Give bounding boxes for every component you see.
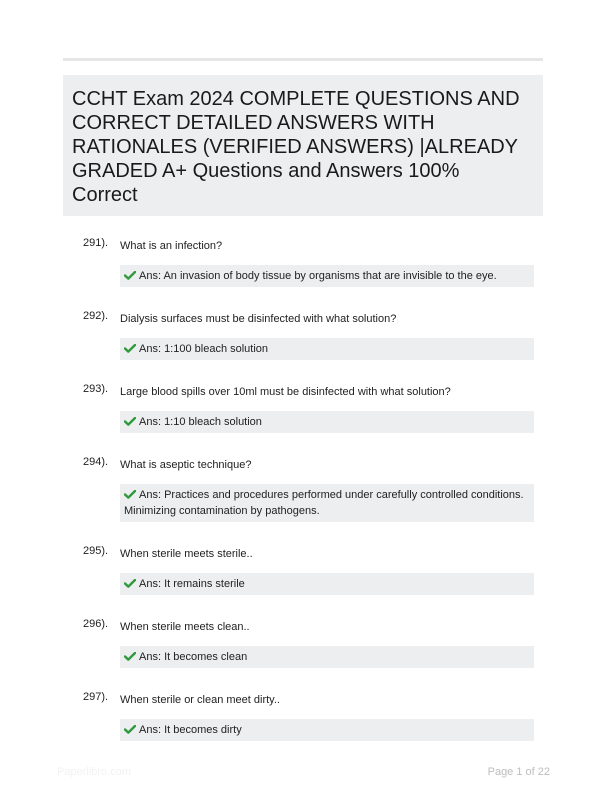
question-number: 292). xyxy=(83,310,109,322)
question-number: 294). xyxy=(83,456,109,468)
question-number: 297). xyxy=(83,691,109,703)
answer-text: Ans: 1:10 bleach solution xyxy=(139,416,262,428)
question-text: What is aseptic technique? xyxy=(120,459,252,471)
question-item xyxy=(0,690,606,741)
question-number: 291). xyxy=(83,237,109,249)
answer-box xyxy=(120,573,534,595)
question-item xyxy=(0,309,606,360)
check-icon xyxy=(124,579,136,588)
page-number: Page 1 of 22 xyxy=(487,766,550,778)
question-item xyxy=(0,617,606,668)
question-item xyxy=(0,236,606,287)
check-icon xyxy=(124,490,136,499)
check-icon xyxy=(124,725,136,734)
question-list xyxy=(0,236,606,763)
check-icon xyxy=(124,652,136,661)
answer-box xyxy=(120,265,534,287)
answer-box xyxy=(120,719,534,741)
top-divider xyxy=(63,58,543,61)
question-number: 293). xyxy=(83,383,109,395)
question-item xyxy=(0,382,606,433)
question-item xyxy=(0,544,606,595)
question-text: Large blood spills over 10ml must be disinfected with what solution? xyxy=(120,386,451,398)
check-icon xyxy=(124,271,136,280)
answer-text: Ans: It becomes dirty xyxy=(139,724,242,736)
check-icon xyxy=(124,417,136,426)
title-banner xyxy=(63,75,543,216)
answer-text: Ans: An invasion of body tissue by organisms that are invisible to the eye. xyxy=(139,270,497,282)
answer-box xyxy=(120,646,534,668)
answer-box xyxy=(120,338,534,360)
document-title: CCHT Exam 2024 COMPLETE QUESTIONS AND CORRECT DETAILED ANSWERS WITH RATIONALES (VERIFIED ANSWERS) |ALREADY GRADED A+ Questions and Answers 100% Correct xyxy=(72,88,520,206)
question-text: When sterile meets sterile.. xyxy=(120,548,253,560)
answer-text: Ans: 1:100 bleach solution xyxy=(139,343,269,355)
answer-box xyxy=(120,484,534,522)
question-text: When sterile or clean meet dirty.. xyxy=(120,694,280,706)
question-text: What is an infection? xyxy=(120,240,223,252)
question-number: 296). xyxy=(83,618,109,630)
answer-text: Ans: It becomes clean xyxy=(139,651,248,663)
answer-text: Ans: It remains sterile xyxy=(139,578,245,590)
question-text: Dialysis surfaces must be disinfected with what solution? xyxy=(120,313,397,325)
answer-text: Ans: Practices and procedures performed under carefully controlled conditions. Minimizing contamination by pathogens. xyxy=(124,489,524,517)
question-number: 295). xyxy=(83,545,109,557)
question-item xyxy=(0,455,606,522)
check-icon xyxy=(124,344,136,353)
question-text: When sterile meets clean.. xyxy=(120,621,250,633)
watermark: Paperlibro.com xyxy=(57,766,131,778)
answer-box xyxy=(120,411,534,433)
